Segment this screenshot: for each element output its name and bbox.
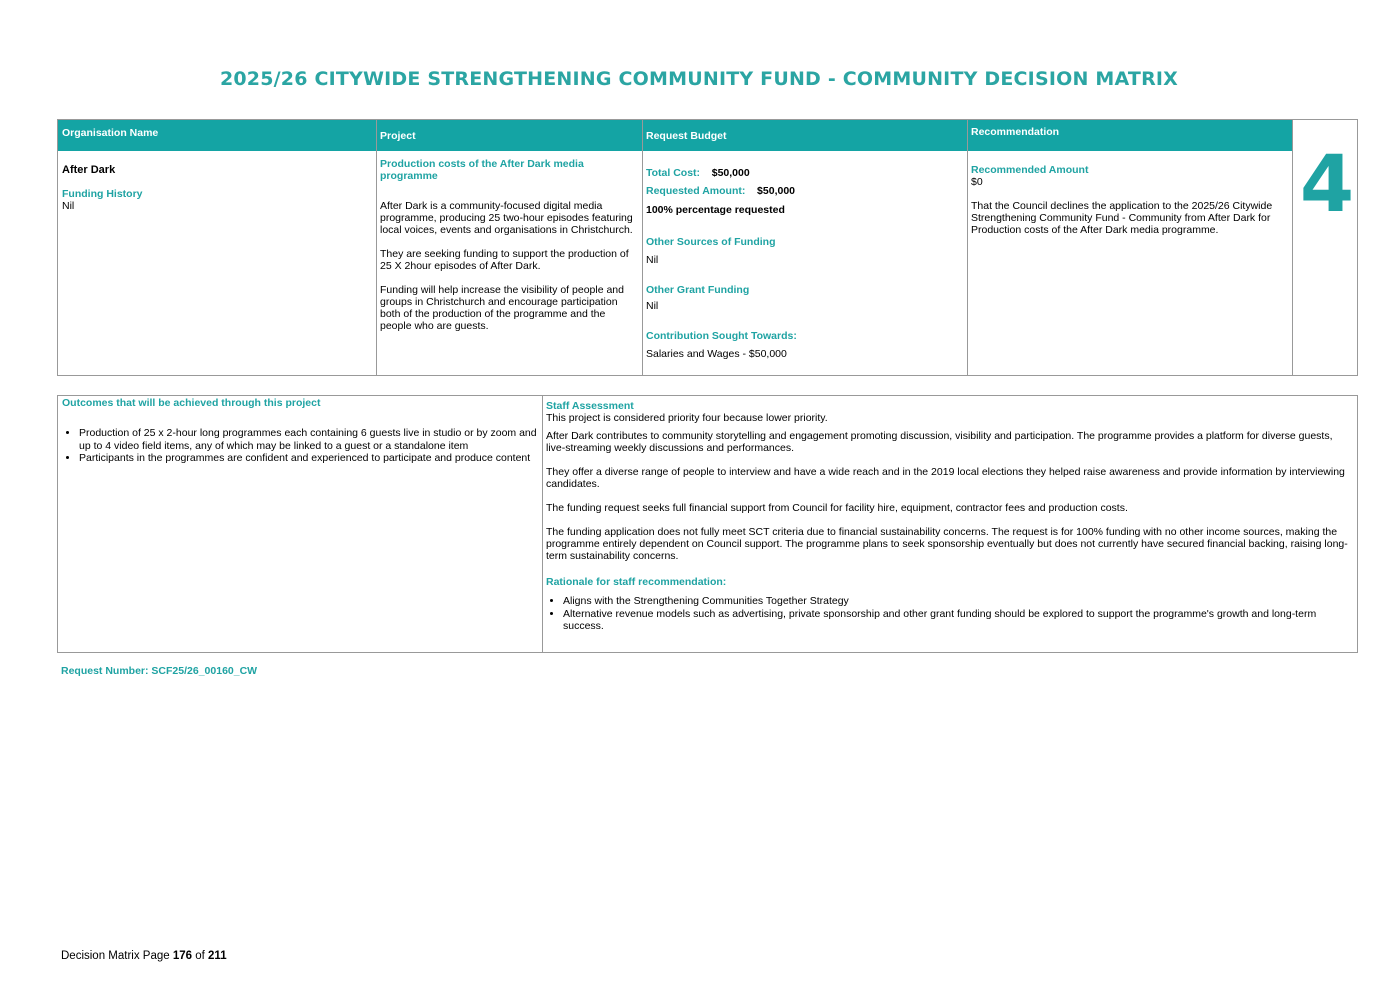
requested-label: Requested Amount:: [646, 185, 746, 197]
staff-assessment-label: Staff Assessment: [546, 400, 634, 412]
percentage-requested: 100% percentage requested: [646, 204, 785, 216]
project-cell: [376, 151, 642, 375]
funding-history-value: Nil: [62, 200, 75, 212]
organisation-cell: [58, 151, 376, 375]
staff-paragraph: The funding application does not fully meet SCT criteria due to financial sustainability concerns. The request is for 100% funding with no other income sources, making the programme entirely dependent on Council support. The programme plans to seek sponsorship eventually but does not currently have secured financial backing, raising long-term sustainability concerns.: [546, 526, 1348, 562]
other-grant-label: Other Grant Funding: [646, 284, 750, 296]
project-description: After Dark is a community-focused digital media programme, producing 25 two-hour episodes featuring local voices, events and organisations in Christchurch.: [380, 200, 633, 236]
outcomes-cell: [58, 396, 542, 652]
page-of: of: [192, 950, 209, 962]
organisation-name: After Dark: [62, 164, 116, 176]
page-current: 176: [172, 950, 193, 962]
decision-table: [57, 119, 1358, 376]
header-project: Project: [376, 120, 642, 151]
total-cost-row: [646, 167, 963, 179]
rationale-item: • Alternative revenue models such as advertising, private sponsorship and other grant funding should be explored to support the programme's growth and long-term success.: [563, 608, 1353, 633]
header-budget: Request Budget: [642, 120, 967, 151]
contribution-label: Contribution Sought Towards:: [646, 330, 797, 342]
project-title: Production costs of the After Dark media programme: [380, 158, 584, 182]
page-footer: [61, 950, 227, 962]
staff-priority-line: This project is considered priority four because lower priority.: [546, 412, 828, 424]
rationale-label: Rationale for staff recommendation:: [546, 576, 727, 588]
rationale-list: [546, 595, 1353, 633]
contribution-value: Salaries and Wages - $50,000: [646, 348, 787, 360]
staff-assessment-cell: [542, 396, 1357, 652]
project-benefits: Funding will help increase the visibility of people and groups in Christchurch and encourage participation both of the production of the programme and the people who are guests.: [380, 284, 624, 332]
total-cost-value: $50,000: [711, 167, 750, 179]
assessment-table: [57, 395, 1358, 653]
priority-number: 4: [1299, 140, 1355, 230]
recommendation-text: That the Council declines the application to the 2025/26 Citywide Strengthening Community Fund - Community from After Dark for Production costs of the After Dark media programme.: [971, 200, 1273, 236]
outcome-item: • Participants in the programmes are confident and experienced to participate and produce content: [79, 452, 538, 465]
requested-row: [646, 185, 963, 197]
recommended-amount-value: $0: [971, 176, 983, 188]
outcomes-label: Outcomes that will be achieved through this project: [62, 397, 321, 409]
recommendation-cell: [967, 151, 1292, 375]
project-funding-purpose: They are seeking funding to support the production of 25 X 2hour episodes of After Dark.: [380, 248, 629, 272]
page-total: 211: [208, 950, 227, 962]
request-number: Request Number: SCF25/26_00160_CW: [61, 665, 258, 677]
other-grant-value: Nil: [646, 300, 659, 312]
page-prefix: Decision Matrix Page: [61, 950, 173, 962]
budget-cell: [642, 151, 967, 375]
requested-value: $50,000: [757, 185, 796, 197]
other-sources-value: Nil: [646, 254, 659, 266]
staff-paragraph: They offer a diverse range of people to interview and have a wide reach and in the 2019 local elections they helped raise awareness and provide information by interviewing candidates.: [546, 466, 1345, 490]
funding-history-label: Funding History: [62, 188, 143, 200]
header-recommendation: Recommendation: [967, 120, 1292, 151]
outcome-item: • Production of 25 x 2-hour long programmes each containing 6 guests live in studio or by zoom and up to 4 video field items, any of which may be linked to a guest or a standalone item: [79, 427, 538, 452]
outcomes-list: [62, 427, 538, 465]
staff-paragraph: The funding request seeks full financial support from Council for facility hire, equipment, contractor fees and production costs.: [546, 502, 1128, 514]
other-sources-label: Other Sources of Funding: [646, 236, 776, 248]
total-cost-label: Total Cost:: [646, 167, 701, 179]
staff-paragraph: After Dark contributes to community storytelling and engagement promoting discussion, visibility and participation. The programme provides a platform for diverse guests, live-streaming weekly discussions and performances.: [546, 430, 1333, 454]
recommended-amount-label: Recommended Amount: [971, 164, 1089, 176]
header-organisation: Organisation Name: [58, 120, 376, 151]
column-divider: [1292, 120, 1293, 375]
page-title: 2025/26 CITYWIDE STRENGTHENING COMMUNITY FUND - COMMUNITY DECISION MATRIX: [219, 68, 1179, 90]
rationale-item: • Aligns with the Strengthening Communities Together Strategy: [563, 595, 1353, 608]
